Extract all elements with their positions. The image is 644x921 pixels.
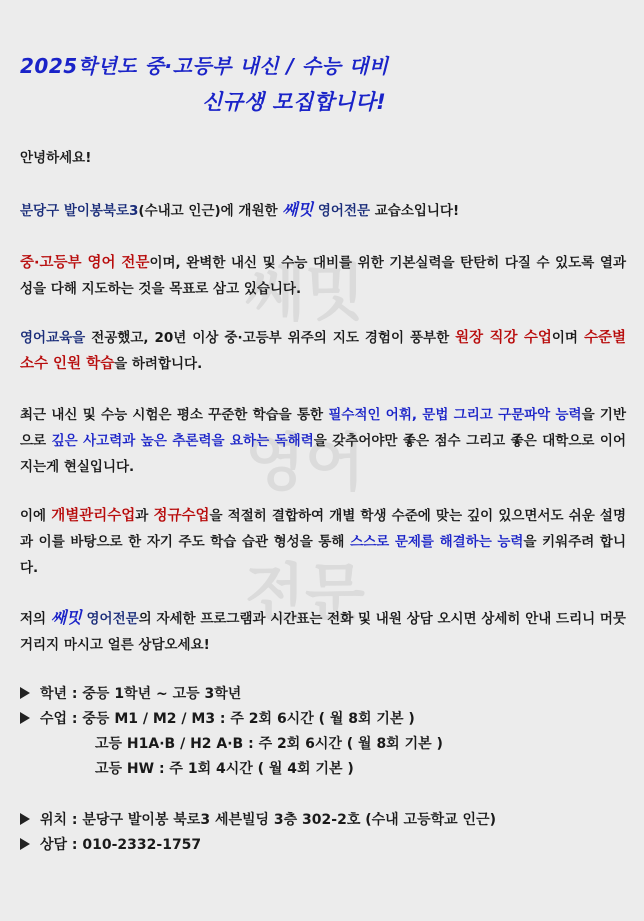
intro-rest: (수내고 인근)에 개원한: [138, 203, 283, 219]
para4-text4: 을 키워주려 합니다.: [20, 534, 627, 576]
intro-location: 분당구 발이봉북로3: [20, 203, 139, 219]
watermark-line-2: 영어: [245, 426, 365, 499]
para2-text3: 을 하려합니다.: [114, 356, 203, 372]
info-class-2: 고등 H1A·B / H2 A·B : 주 2회 6시간 ( 월 8회 기본 ): [95, 736, 443, 752]
para4-text2: 과: [135, 508, 154, 524]
brand-name: 쌔밋: [282, 200, 314, 219]
paragraph-2: [20, 325, 626, 377]
headline-line-2: 신규생 모집합니다!: [202, 90, 387, 114]
paragraph-4: [20, 503, 626, 581]
para4-highlight-1: 개별관리수업: [51, 508, 136, 524]
paragraph-5: [20, 605, 626, 658]
info-grade-row: [20, 682, 443, 707]
para2-text2: 이며: [551, 330, 584, 346]
para5-brand: 쌔밋: [50, 608, 82, 627]
paragraph-1: [20, 250, 626, 302]
para5-text1: 저의: [20, 611, 51, 627]
info-class-row-1: [20, 707, 443, 732]
triangle-bullet-icon: [20, 813, 30, 825]
triangle-bullet-icon: [20, 838, 30, 850]
brand-suffix: 영어전문: [313, 203, 371, 219]
info-class-row-3: [20, 757, 443, 782]
triangle-bullet-icon: [20, 712, 30, 724]
info-location-row: [20, 808, 496, 833]
contact-list: [20, 808, 496, 858]
info-list: [20, 682, 443, 782]
para1-highlight: 중·고등부 영어 전문: [20, 255, 150, 271]
info-class-3: 고등 HW : 주 1회 4시간 ( 월 4회 기본 ): [95, 761, 354, 777]
greeting: 안녕하세요!: [20, 150, 92, 166]
para3-highlight-2: 깊은 사고력과 높은 추론력을 요하는 독해력: [51, 433, 314, 449]
para3-text3: 을 갖추어야만 좋은 점수 그리고 좋은 대학으로 이어지는게 현실입니다.: [20, 433, 626, 475]
info-contact: 상담 : 010-2332-1757: [40, 837, 202, 853]
para5-brand-suffix: 영어전문: [81, 611, 139, 627]
info-class-1: 수업 : 중등 M1 / M2 / M3 : 주 2회 6시간 ( 월 8회 기본 ): [40, 711, 415, 727]
info-class-row-2: [20, 732, 443, 757]
headline-line-1: 2025학년도 중·고등부 내신 / 수능 대비: [20, 54, 389, 78]
paragraph-3: [20, 402, 626, 480]
info-location: 위치 : 분당구 발이봉 북로3 세븐빌딩 3층 302-2호 (수내 고등학교 인근): [40, 812, 496, 828]
para2-lead: 영어교육을: [20, 330, 86, 346]
triangle-bullet-icon: [20, 687, 30, 699]
para3-text1: 최근 내신 및 수능 시험은 평소 꾸준한 학습을 통한: [20, 407, 329, 423]
para3-highlight-1: 필수적인 어휘, 문법 그리고 구문파악 능력: [328, 407, 582, 423]
para2-highlight-1: 원장 직강 수업: [455, 330, 552, 346]
para4-highlight-3: 스스로 문제를 해결하는 능력: [350, 534, 524, 550]
intro-tail: 교습소입니다!: [370, 203, 460, 219]
intro-paragraph: [20, 197, 626, 224]
watermark-line-3: 전문: [245, 556, 365, 629]
para5-text2: 의 자세한 프로그램과 시간표는 전화 및 내원 상담 오시면 상세히 안내 드리니 머뭇거리지 마시고 얼른 상담오세요!: [20, 611, 626, 653]
watermark-line-1: 쌔밋: [245, 256, 365, 329]
para1-text: 이며, 완벽한 내신 및 수능 대비를 위한 기본실력을 탄탄히 다질 수 있도록 열과 성을 다해 지도하는 것을 목표로 삼고 있습니다.: [20, 255, 626, 297]
para4-text3: 을 적절히 결합하여 개별 학생 수준에 맞는 깊이 있으면서도 쉬운 설명과 이를 바탕으로 한 자기 주도 학습 습관 형성을 통해: [20, 508, 626, 550]
para2-highlight-2: 수준별 소수 인원 학습: [20, 330, 626, 372]
para3-text2: 을 기반으로: [20, 407, 626, 449]
info-contact-row: [20, 833, 496, 858]
para4-highlight-2: 정규수업: [153, 508, 210, 524]
para2-text1: 전공했고, 20년 이상 중·고등부 위주의 지도 경험이 풍부한: [85, 330, 456, 346]
para4-text1: 이에: [20, 508, 52, 524]
info-grade: 학년 : 중등 1학년 ~ 고등 3학년: [40, 686, 242, 702]
